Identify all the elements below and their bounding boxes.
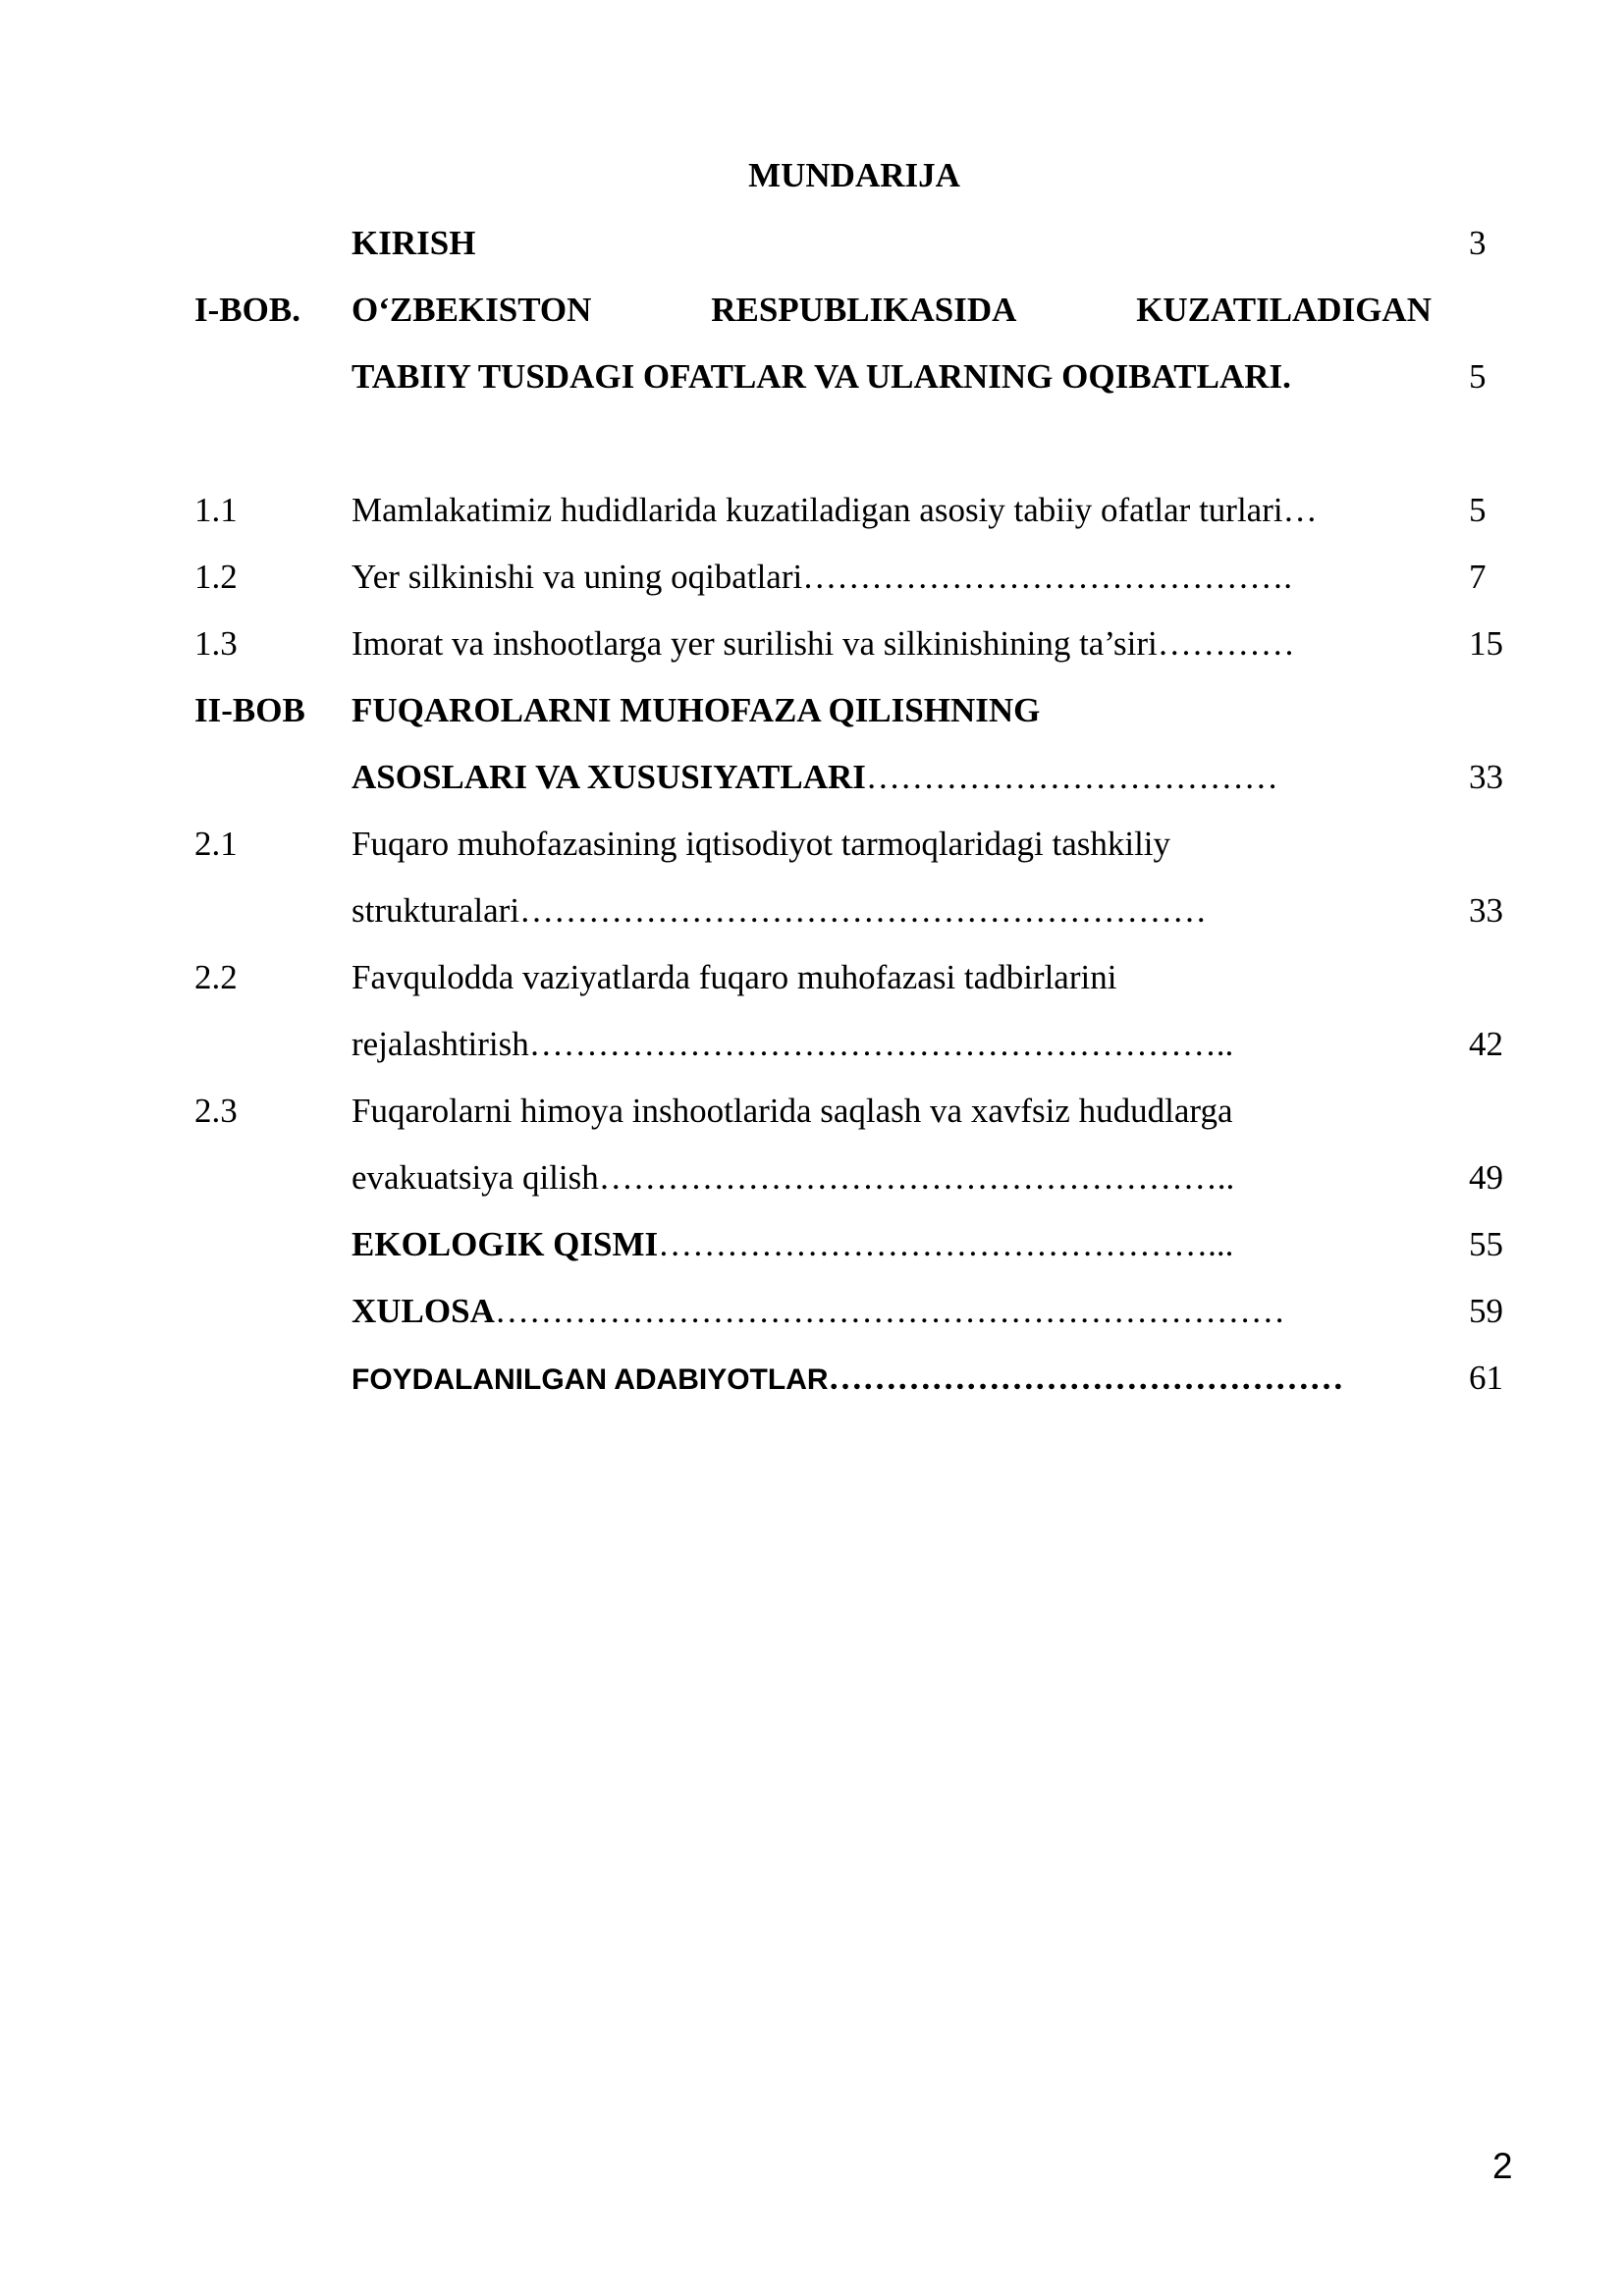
toc-entry-title: XULOSA [352,1292,495,1330]
toc-section-number: 2.1 [194,825,238,863]
toc-entry-page: 55 [1469,1225,1503,1263]
toc-section-2-1-cont[interactable] [0,881,1624,940]
toc-section-2-2[interactable] [0,948,1624,1007]
toc-section-2-3[interactable] [0,1082,1624,1141]
toc-entry-page: 7 [1469,558,1487,596]
toc-chapter-title-line2: TABIIY TUSDAGI OFATLAR VA ULARNING OQIBATLARI. [352,357,1291,396]
toc-entry-xulosa[interactable] [0,1282,1624,1341]
toc-chapter-number: II-BOB [194,691,305,729]
toc-section-text-line2: strukturalari…………………………………………………… [352,891,1208,930]
toc-entry-text [352,1282,1432,1341]
toc-section-number: 2.2 [194,958,238,996]
toc-section-2-3-cont[interactable] [0,1148,1624,1207]
toc-dot-leader: ……………………………… [865,758,1278,796]
toc-dot-leader: …………………………………………... [658,1225,1234,1263]
toc-section-number: 1.1 [194,491,238,529]
toc-entry-page: 33 [1469,758,1503,796]
toc-dot-leader: …………………………………………………………… [494,1292,1285,1330]
toc-section-text-line2: rejalashtirish…………………………………………………….. [352,1025,1234,1063]
toc-section-1-1[interactable] [0,481,1624,540]
toc-section-text: Imorat va inshootlarga yer surilishi va silkinishining ta’siri………… [352,624,1295,663]
toc-entry-page: 5 [1469,491,1487,529]
toc-entry-kirish[interactable] [0,214,1624,273]
toc-entry-page: 42 [1469,1025,1503,1063]
toc-section-number: 1.2 [194,558,238,596]
toc-entry-page: 3 [1469,224,1487,262]
toc-section-number: 2.3 [194,1092,238,1130]
toc-entry-ekologik[interactable] [0,1215,1624,1274]
toc-chapter-title-line1 [352,281,1432,340]
toc-chapter-title-word: O‘ZBEKISTON [352,291,592,329]
toc-chapter-title-line2 [352,748,1432,807]
toc-section-1-3[interactable] [0,614,1624,673]
page-number: 2 [1492,2146,1513,2186]
toc-entry-page: 33 [1469,891,1503,930]
toc-section-2-2-cont[interactable] [0,1015,1624,1074]
toc-dot-leader: ……………………………………… [828,1359,1344,1397]
toc-entry-text: KIRISH [352,224,476,262]
toc-chapter-title-word: KUZATILADIGAN [1136,291,1432,329]
toc-chapter-2-cont[interactable] [0,748,1624,807]
toc-chapter-1-cont[interactable] [0,347,1624,406]
toc-section-text: Yer silkinishi va uning oqibatlari……………………………………. [352,558,1292,596]
toc-entry-title: FOYDALANILGAN ADABIYOTLAR [352,1363,829,1396]
toc-entry-text [352,1349,1432,1410]
toc-section-text-line1: Fuqarolarni himoya inshootlarida saqlash va xavfsiz hududlarga [352,1092,1233,1130]
toc-entry-page: 59 [1469,1292,1503,1330]
toc-chapter-title-text: ASOSLARI VA XUSUSIYATLARI [352,758,866,796]
toc-entry-title: EKOLOGIK QISMI [352,1225,659,1263]
toc-chapter-1[interactable] [0,281,1624,340]
toc-section-text-line1: Favqulodda vaziyatlarda fuqaro muhofazasi tadbirlarini [352,958,1117,996]
toc-chapter-number: I-BOB. [194,291,300,329]
toc-section-number: 1.3 [194,624,238,663]
toc-section-text-line1: Fuqaro muhofazasining iqtisodiyot tarmoqlaridagi tashkiliy [352,825,1171,863]
toc-entry-text [352,1215,1432,1274]
toc-entry-page: 49 [1469,1158,1503,1197]
toc-chapter-2[interactable] [0,681,1624,740]
toc-section-text-line2: evakuatsiya qilish……………………………………………….. [352,1158,1235,1197]
toc-entry-page: 15 [1469,624,1503,663]
toc-entry-adabiyotlar[interactable] [0,1349,1624,1408]
toc-section-2-1[interactable] [0,815,1624,874]
toc-section-text: Mamlakatimiz hudidlarida kuzatiladigan asosiy tabiiy ofatlar turlari… [352,491,1318,529]
toc-title: MUNDARIJA [748,156,960,194]
toc-chapter-title-word: RESPUBLIKASIDA [711,291,1017,329]
toc-chapter-title-line1: FUQAROLARNI MUHOFAZA QILISHNING [352,691,1041,729]
toc-entry-page: 5 [1469,357,1487,396]
toc-section-1-2[interactable] [0,548,1624,607]
toc-entry-page: 61 [1469,1359,1503,1397]
